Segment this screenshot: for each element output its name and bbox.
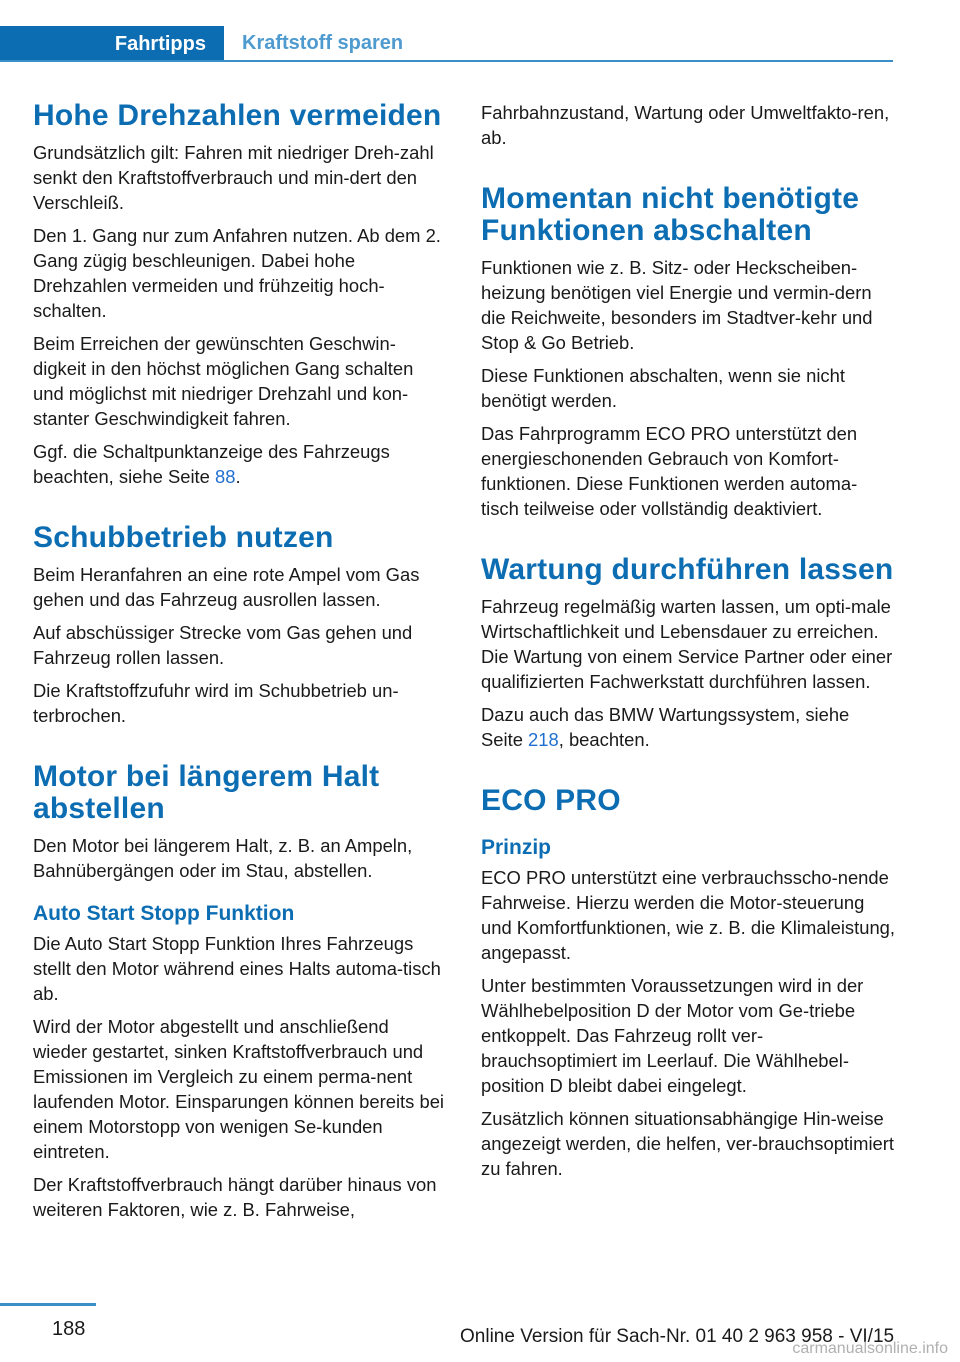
heading-eco-pro: ECO PRO bbox=[481, 784, 621, 817]
online-version-note: Online Version für Sach-Nr. 01 40 2 963 958 - VI/15 bbox=[460, 1326, 895, 1347]
paragraph: Das Fahrprogramm ECO PRO unterstützt den energieschonenden Gebrauch von Komfort‐funktionen. Diese Funktionen werden automa‐tisch teilweise oder vollständig deaktiviert. bbox=[481, 423, 858, 519]
paragraph: Beim Erreichen der gewünschten Geschwin‐digkeit in den höchst möglichen Gang schalten und möglichst mit niedriger Drehzahl und kon‐stanter Geschwindigkeit fahren. bbox=[33, 333, 414, 429]
page-link-88[interactable]: 88 bbox=[215, 466, 236, 487]
footer-rule bbox=[0, 1303, 96, 1306]
heading-motor-abstellen: Motor bei längerem Halt abstellen bbox=[33, 760, 380, 825]
section-tab[interactable]: Kraftstoff sparen bbox=[242, 31, 404, 54]
subheading-prinzip: Prinzip bbox=[481, 836, 552, 859]
heading-funktionen-abschalten: Momentan nicht benötigte Funktionen abschalten bbox=[481, 182, 860, 247]
page-link-218[interactable]: 218 bbox=[528, 729, 559, 750]
subheading-auto-start-stopp: Auto Start Stopp Funktion bbox=[33, 902, 295, 925]
paragraph: Grundsätzlich gilt: Fahren mit niedriger Dreh‐zahl senkt den Kraftstoffverbrauch und min‐dert den Verschleiß. bbox=[33, 142, 434, 213]
text: . bbox=[235, 466, 241, 487]
text: Ggf. die Schaltpunktanzeige des Fahrzeugs beachten, siehe Seite bbox=[33, 441, 390, 487]
paragraph: Fahrbahnzustand, Wartung oder Umweltfakto‐ren, ab. bbox=[481, 102, 890, 148]
paragraph: Die Kraftstoffzufuhr wird im Schubbetrieb un‐terbrochen. bbox=[33, 680, 399, 726]
header-divider bbox=[0, 60, 893, 62]
left-column bbox=[33, 100, 447, 1230]
paragraph: Den 1. Gang nur zum Anfahren nutzen. Ab dem 2. Gang zügig beschleunigen. Dabei hohe Drehzahlen vermeiden und frühzeitig hoch‐schalten. bbox=[33, 225, 441, 321]
paragraph: Funktionen wie z. B. Sitz- oder Heckscheiben‐heizung benötigen viel Energie und vermin‐dern die Reichweite, besonders im Stadtver‐kehr und Stop & Go Betrieb. bbox=[481, 257, 873, 353]
text: , beachten. bbox=[558, 729, 650, 750]
paragraph: Der Kraftstoffverbrauch hängt darüber hinaus von weiteren Faktoren, wie z. B. Fahrweise, bbox=[33, 1174, 437, 1220]
paragraph: Unter bestimmten Voraussetzungen wird in der Wählhebelposition D der Motor vom Ge‐triebe entkoppelt. Das Fahrzeug rollt ver‐brauchsoptimiert im Leerlauf. Die Wählhebel‐position D bleibt dabei eingelegt. bbox=[481, 975, 864, 1096]
page-number: 188 bbox=[52, 1318, 86, 1340]
paragraph: Beim Heranfahren an eine rote Ampel vom Gas gehen und das Fahrzeug ausrollen lassen. bbox=[33, 564, 420, 610]
paragraph: Diese Funktionen abschalten, wenn sie nicht benötigt werden. bbox=[481, 365, 845, 411]
watermark: carmanualsonline.info bbox=[792, 1340, 948, 1357]
paragraph: Zusätzlich können situationsabhängige Hin‐weise angezeigt werden, die helfen, ver‐brauchsoptimiert zu fahren. bbox=[481, 1108, 894, 1179]
heading-wartung: Wartung durchführen lassen bbox=[481, 553, 894, 586]
right-column bbox=[481, 100, 895, 1189]
paragraph: Den Motor bei längerem Halt, z. B. an Ampeln, Bahnübergängen oder im Stau, abstellen. bbox=[33, 835, 413, 881]
paragraph: Wird der Motor abgestellt und anschließend wieder gestartet, sinken Kraftstoffverbrauch und Emissionen im Vergleich zu einem perma‐nent laufenden Motor. Einsparungen können bereits bei einem Motorstopp von wenigen Se‐kunden eintreten. bbox=[33, 1016, 445, 1162]
chapter-tab[interactable]: Fahrtipps bbox=[0, 26, 224, 62]
paragraph-with-link bbox=[33, 439, 447, 489]
text: Dazu auch das BMW Wartungssystem, siehe Seite bbox=[481, 704, 850, 750]
heading-schubbetrieb: Schubbetrieb nutzen bbox=[33, 521, 334, 554]
paragraph-with-link bbox=[481, 702, 895, 752]
paragraph: Auf abschüssiger Strecke vom Gas gehen und Fahrzeug rollen lassen. bbox=[33, 622, 413, 668]
paragraph: Die Auto Start Stopp Funktion Ihres Fahrzeugs stellt den Motor während eines Halts automa‐tisch ab. bbox=[33, 933, 441, 1004]
paragraph: ECO PRO unterstützt eine verbrauchsscho‐nende Fahrweise. Hierzu werden die Motor‐steuerung und Komfortfunktionen, wie z. B. die Klimaleistung, angepasst. bbox=[481, 867, 896, 963]
heading-hohe-drehzahlen: Hohe Drehzahlen vermeiden bbox=[33, 99, 442, 132]
paragraph: Fahrzeug regelmäßig warten lassen, um opti‐male Wirtschaftlichkeit und Lebensdauer zu erreichen. Die Wartung von einem Service Partner oder einer qualifizierten Fachwerkstatt durchführen lassen. bbox=[481, 596, 893, 692]
